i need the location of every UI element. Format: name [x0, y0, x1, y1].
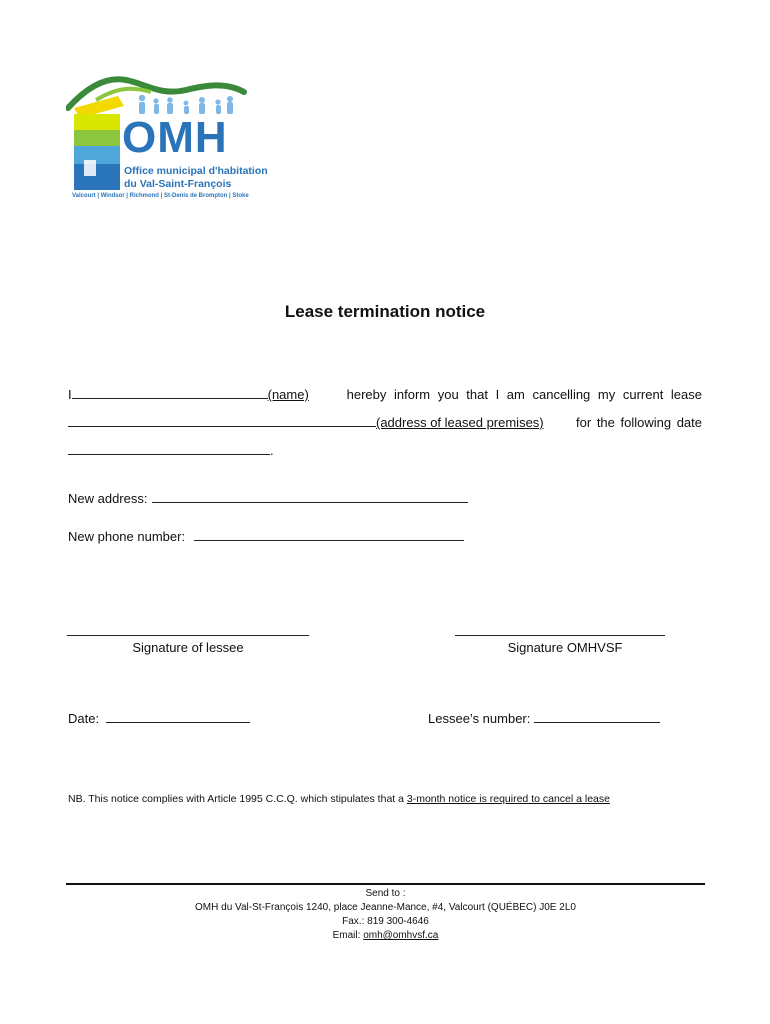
lessee-number-field[interactable] — [534, 708, 660, 723]
name-label: (name) — [267, 387, 309, 402]
page-title: Lease termination notice — [284, 302, 486, 321]
body-prefix: I — [68, 387, 72, 402]
omh-logo — [66, 70, 266, 205]
new-address-field[interactable] — [152, 488, 468, 503]
body-line-3 — [68, 440, 274, 458]
body-line-2 — [68, 412, 702, 430]
new-phone-row — [68, 526, 464, 544]
footer-address: OMH du Val-St-François 1240, place Jeanne-Mance, #4, Valcourt (QUÉBEC) J0E 2L0 — [195, 902, 576, 913]
body-line2-rest: for the following date — [576, 415, 702, 430]
footer-divider — [66, 883, 705, 885]
signature-lessee-line[interactable] — [67, 635, 309, 636]
signature-lessee-label: Signature of lessee — [132, 640, 244, 655]
signature-omh-label: Signature OMHVSF — [507, 640, 623, 655]
body-line3-end: . — [270, 443, 274, 458]
body-line1-rest: hereby inform you that I am cancelling my current lease — [346, 387, 702, 402]
signature-omh-line[interactable] — [455, 635, 665, 636]
logo-acronym: OMH — [122, 113, 228, 162]
note — [68, 793, 610, 805]
footer-send-to: Send to : — [365, 888, 406, 899]
lessee-number-label: Lessee’s number: — [428, 711, 531, 726]
new-address-row — [68, 488, 468, 506]
footer-fax: Fax.: 819 300-4646 — [342, 916, 429, 927]
footer-email-row — [66, 929, 705, 943]
footer-email-label: Email: — [332, 930, 361, 941]
name-field[interactable] — [72, 384, 268, 399]
footer-email-link[interactable]: omh@omhvsf.ca — [363, 930, 439, 941]
date-field[interactable] — [106, 708, 250, 723]
new-phone-field[interactable] — [194, 526, 464, 541]
date-cancel-field[interactable] — [68, 440, 270, 455]
date-label: Date: — [68, 711, 100, 726]
new-address-label: New address: — [68, 491, 148, 506]
footer — [66, 887, 705, 943]
address-field[interactable] — [68, 412, 376, 427]
logo-towns: Valcourt | Windsor | Richmond | St-Denis de Brompton | Stoke — [72, 193, 249, 199]
date-row — [68, 708, 250, 726]
address-label: (address of leased premises) — [376, 415, 544, 430]
note-prefix: NB. This notice complies with Article 1995 C.C.Q. which stipulates that a — [68, 793, 407, 805]
body-line-1 — [68, 384, 702, 402]
logo-name-line1: Office municipal d'habitation — [124, 165, 268, 177]
new-phone-label: New phone number: — [68, 529, 186, 544]
lessee-number-row — [428, 708, 660, 726]
logo-name-line2: du Val-Saint-François — [124, 178, 232, 190]
note-underlined: 3-month notice is required to cancel a lease — [406, 793, 610, 805]
